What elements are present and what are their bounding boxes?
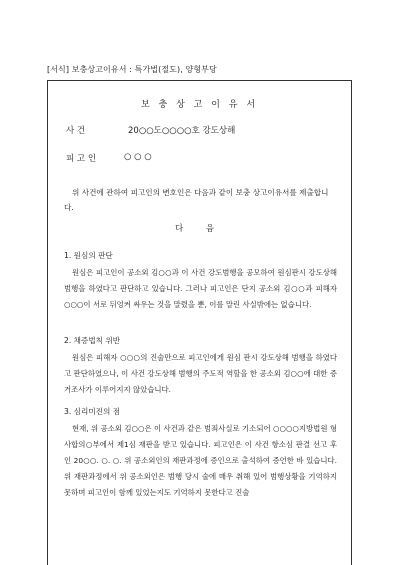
section-2: [64, 335, 337, 398]
section-title: 1. 원심의 판단: [64, 251, 113, 260]
defendant-value: ○ ○ ○: [124, 152, 152, 162]
section-body: 현재, 위 공소외 김○○은 이 사건과 같은 범죄사실로 기소되어 ○○○○지방법원 형사합의○부에서 제1심 재판을 받고 있습니다. 피고인은 이 사건 항소심 판결 선고 후인 20○○. ○. ○. 위 공소외인의 재판과정에 증인으로 출석하여 증언한 바 있습니다. 위 재판과정에서 위 공소외인은 범행 당시 술에 매우 취해 있어 범행상황을 기억하지 못하며 피고인이 함께 있었는지도 기억하지 못한다고 진술: [64, 424, 337, 497]
section-heading: 다 음: [174, 224, 225, 234]
defendant-label: 피 고 인: [66, 154, 97, 164]
section-1: [64, 250, 337, 313]
case-label: 사 건: [66, 126, 86, 136]
section-title: 2. 채증법칙 위반: [64, 336, 121, 345]
intro-paragraph: 위 사건에 관하여 피고인의 변호인은 다음과 같이 보충 상고이유서를 제출합니다.: [64, 188, 329, 212]
document-title: 보 충 상 고 이 유 서: [140, 100, 259, 110]
case-value: 20○○도○○○○호 강도상해: [128, 126, 236, 136]
section-3: [64, 406, 337, 501]
document-frame: [47, 80, 352, 565]
section-body: 원심은 피고인이 공소외 김○○과 이 사건 강도범행을 공모하여 원심판시 강도상해 범행을 하였다고 판단하고 있습니다. 그러나 피고인은 단지 공소외 김○○과 피해자 ○○○이 서로 뒤엉켜 싸우는 것을 말렸을 뿐, 이를 말린 사실밖에는 없습니다.: [64, 268, 337, 309]
section-title: 3. 심리미진의 점: [64, 407, 121, 416]
form-label: [서식] 보충상고이유서 : 특가법(절도), 양형부당: [47, 65, 217, 74]
section-body: 원심은 피해자 ○○○의 진술만으로 피고인에게 원심 판시 강도상해 범행을 하였다고 판단하였으나, 이 사건 강도상해 범행의 주도적 역할을 한 공소외 김○○에 대한 증거조사가 이루어지지 않았습니다.: [64, 353, 337, 394]
